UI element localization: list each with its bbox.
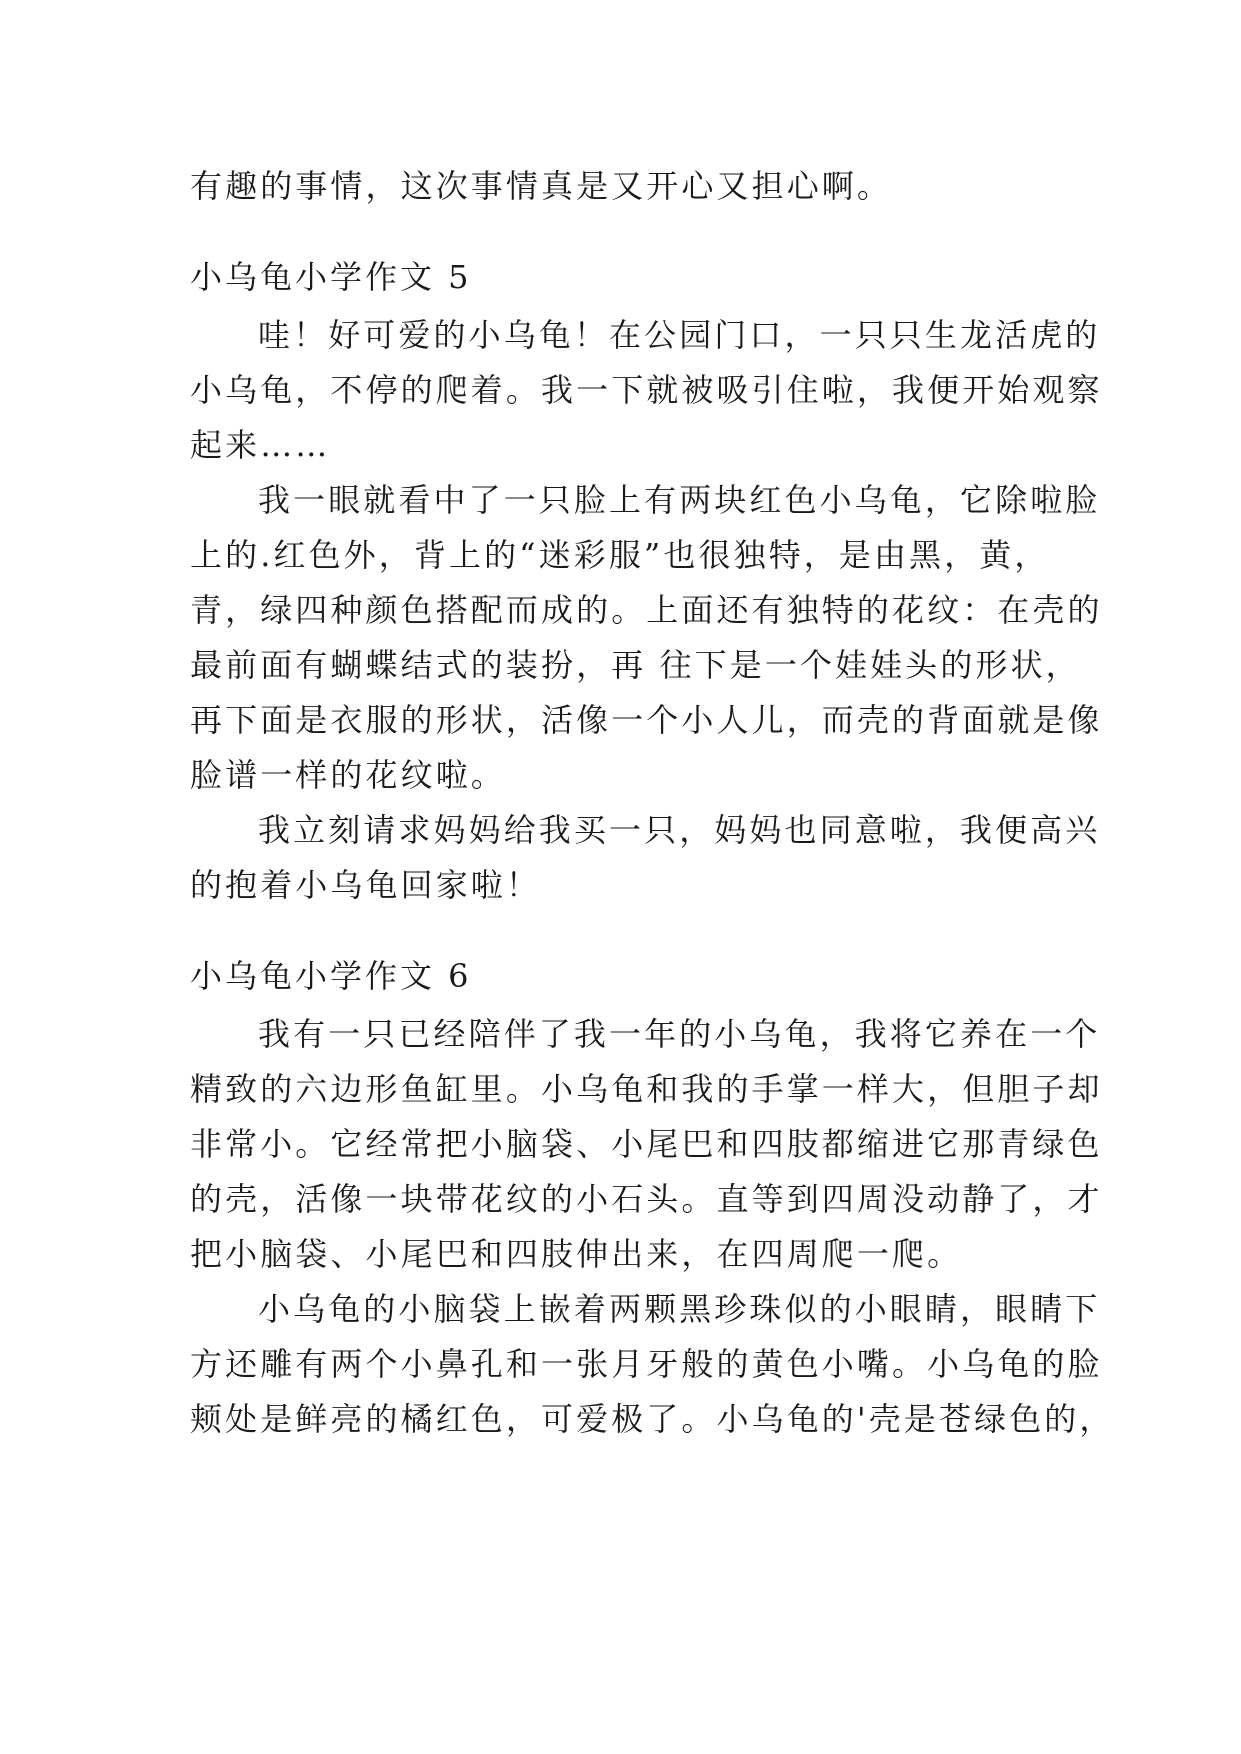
paragraph-line: 哇！好可爱的小乌龟！在公园门口，一只只生龙活虎的 [258, 316, 1101, 354]
paragraph-line: 精致的六边形鱼缸里。小乌龟和我的手掌一样大，但胆子却 [190, 1070, 1103, 1108]
paragraph-line: 青，绿四种颜色搭配而成的。上面还有独特的花纹：在壳的 [190, 591, 1103, 629]
paragraph-line: 再下面是衣服的形状，活像一个小人儿，而壳的背面就是像 [190, 701, 1103, 739]
paragraph-line: 有趣的事情，这次事情真是又开心又担心啊。 [190, 167, 893, 205]
paragraph-line: 起来…… [190, 426, 331, 464]
paragraph-line: 的壳，活像一块带花纹的小石头。直等到四周没动静了，才 [190, 1180, 1103, 1218]
paragraph-line: 我立刻请求妈妈给我买一只，妈妈也同意啦，我便高兴 [258, 811, 1101, 849]
essay-heading: 小乌龟小学作文 5 [190, 258, 472, 296]
paragraph-line: 上的.红色外，背上的“迷彩服”也很独特，是由黑，黄， [190, 536, 1050, 574]
paragraph-line: 我一眼就看中了一只脸上有两块红色小乌龟，它除啦脸 [258, 481, 1101, 519]
paragraph-line: 最前面有蝴蝶结式的装扮，再 往下是一个娃娃头的形状， [190, 646, 1081, 684]
paragraph-line: 我有一只已经陪伴了我一年的小乌龟，我将它养在一个 [258, 1015, 1101, 1053]
paragraph-line: 颊处是鲜亮的橘红色，可爱极了。小乌龟的'壳是苍绿色的， [190, 1400, 1115, 1438]
paragraph-line: 脸谱一样的花纹啦。 [190, 756, 506, 794]
paragraph-line: 非常小。它经常把小脑袋、小尾巴和四肢都缩进它那青绿色 [190, 1125, 1103, 1163]
essay-heading: 小乌龟小学作文 6 [190, 957, 472, 995]
paragraph-line: 的抱着小乌龟回家啦！ [190, 866, 542, 904]
paragraph-line: 方还雕有两个小鼻孔和一张月牙般的黄色小嘴。小乌龟的脸 [190, 1345, 1103, 1383]
paragraph-line: 小乌龟的小脑袋上嵌着两颗黑珍珠似的小眼睛，眼睛下 [258, 1290, 1101, 1328]
paragraph-line: 把小脑袋、小尾巴和四肢伸出来，在四周爬一爬。 [190, 1235, 963, 1273]
paragraph-line: 小乌龟，不停的爬着。我一下就被吸引住啦，我便开始观察 [190, 371, 1103, 409]
